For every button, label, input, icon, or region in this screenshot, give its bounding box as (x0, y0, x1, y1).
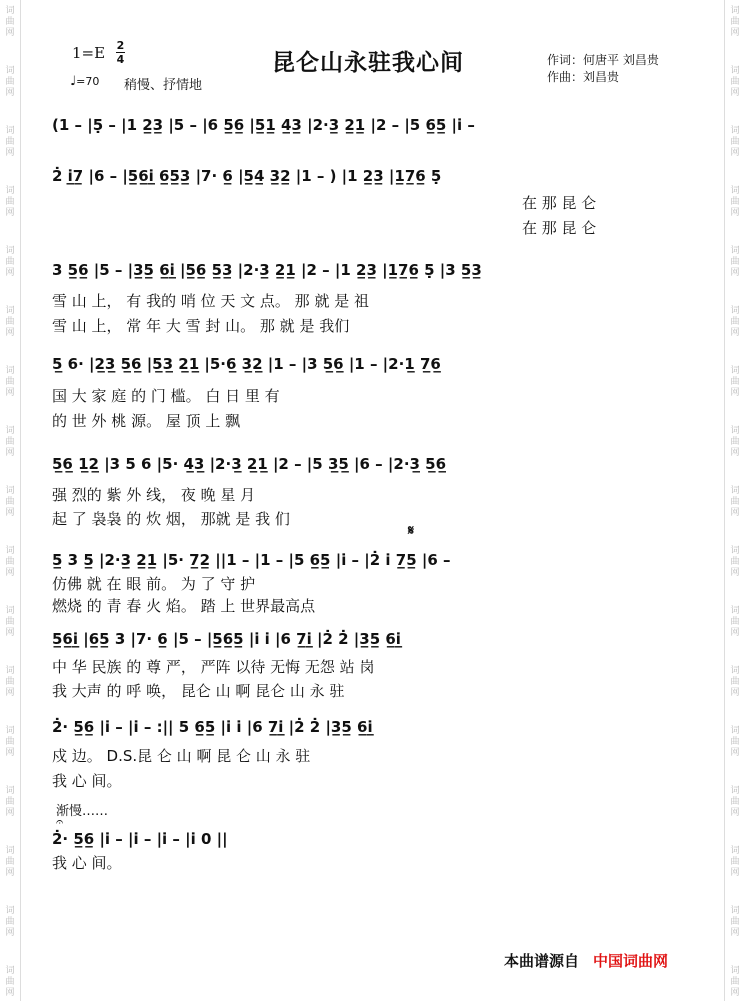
notation-row-5 (52, 449, 692, 479)
notation-line: 2̇· 5̲6̲ |i̇ – |i̇ – :|| 5 6̲5̲ |i̇ i̇ |6 7̲i̲̇ |2̇ 2̇ |3̲5̲ 6̲i̲̇ (52, 718, 373, 736)
lyric-line: 雪 山 上， 有 我的 哨 位 天 文 点。 那 就 是 祖 (52, 292, 369, 310)
tempo-marking (70, 74, 99, 89)
fermata-mark: 𝄐 (56, 815, 64, 830)
watermark-text: 词 曲 网 (5, 726, 15, 758)
lyric-line: 我 大声 的 呼 唤， 昆仑 山 啊 昆仑 山 永 驻 (52, 682, 345, 700)
watermark-text: 词 曲 网 (730, 66, 740, 98)
lyric-line: 国 大 家 庭 的 门 槛。 白 日 里 有 (52, 387, 280, 405)
notation-row-4 (52, 349, 692, 379)
watermark-text: 词 曲 网 (5, 186, 15, 218)
watermark-text: 词 曲 网 (5, 426, 15, 458)
lyric-line: 中 华 民族 的 尊 严， 严阵 以待 无悔 无怨 站 岗 (52, 658, 375, 676)
lyric-line: 燃烧 的 青 春 火 焰。 踏 上 世界最高点 (52, 597, 316, 615)
watermark-text: 词 曲 网 (5, 906, 15, 938)
lyric-line: 我 心 间。 (52, 772, 122, 790)
watermark-text: 词 曲 网 (730, 786, 740, 818)
watermark-text: 词 曲 网 (730, 246, 740, 278)
notation-line: 5̲ 3 5̲ |2·3̲ 2̲1̲ |5· 7̲2̲ ||1 – |1 – |5 6̲5̲ |i̇ – |2̇ i̇ 7̲5̲ |6 – (52, 551, 451, 569)
watermark-text: 词 曲 网 (730, 486, 740, 518)
watermark-text: 词 曲 网 (5, 786, 15, 818)
watermark-text: 词 曲 网 (5, 126, 15, 158)
footer-site-name: 中国词曲网 (593, 952, 669, 970)
time-numerator: 2 (116, 39, 125, 52)
time-denominator: 4 (116, 53, 125, 66)
notation-row-1 (52, 110, 692, 140)
watermark-text: 词 曲 网 (730, 126, 740, 158)
lyricist-credit: 作词：何唐平 刘昌贵 (547, 53, 659, 67)
tempo-value: =70 (76, 75, 100, 88)
watermark-text: 词 曲 网 (5, 486, 15, 518)
watermark-text: 词 曲 网 (5, 66, 15, 98)
watermark-text: 词 曲 网 (730, 366, 740, 398)
lyric-line: 仿佛 就 在 眼 前。 为 了 守 护 (52, 575, 256, 593)
watermark-text: 词 曲 网 (5, 246, 15, 278)
notation-line: 5̲6̲i̲̇ |6̲5̲ 3 |7· 6̲ |5 – |5̲6̲5̲ |i̇ i̇ |6 7̲i̲̇ |2̇ 2̇ |3̲5̲ 6̲i̲̇ (52, 630, 401, 648)
lyric-line: 强 烈的 紫 外 线， 夜 晚 星 月 (52, 486, 256, 504)
lyric-line: 的 世 外 桃 源。 屋 顶 上 飘 (52, 412, 241, 430)
notation-line: 3 5̲6̲ |5 – |3̲5̲ 6̲i̲̇ |5̲6̲ 5̲3̲ |2·3̲ 2̲1̲ |2 – |1 2̲3̲ |1̲7̲6̲ 5̣ |3 5̲3̲ (52, 261, 482, 279)
watermark-text: 词 曲 网 (730, 846, 740, 878)
key-signature: 1=E (72, 44, 106, 62)
notation-row-8 (52, 712, 692, 742)
notation-row-9 (52, 824, 692, 854)
watermark-text: 词 曲 网 (730, 6, 740, 38)
notation-line: 2̇ i̲̇7̲ |6 – |5̲6̲i̲̇ 6̲5̲3̲ |7· 6̲ |5̲4̲ 3̲2̲ |1 – ) |1 2̲3̲ |1̲7̲6̲ 5̣ (52, 167, 442, 185)
watermark-text: 词 曲 网 (730, 666, 740, 698)
quarter-note-icon: ♩ (70, 74, 77, 89)
time-signature (116, 40, 125, 65)
footer-source (504, 950, 668, 971)
notation-row-6 (52, 545, 692, 575)
expression-marking: 稍慢、抒情地 (124, 78, 203, 93)
watermark-text: 词 曲 网 (730, 906, 740, 938)
watermark-text: 词 曲 网 (730, 546, 740, 578)
watermark-text: 词 曲 网 (730, 306, 740, 338)
song-title: 昆仑山永驻我心间 (272, 49, 464, 76)
notation-line: (1 – |5̣ – |1 2̲3̲ |5 – |6 5̲6̲ |5̲1̲ 4̲3̲ |2·3̲ 2̲1̲ |2 – |5 6̲5̲ |i̇ – (52, 116, 475, 134)
watermark-text: 词 曲 网 (5, 966, 15, 998)
notation-row-3 (52, 255, 692, 285)
lyric-line: 在 那 昆 仑 (522, 194, 597, 212)
watermark-text: 词 曲 网 (730, 186, 740, 218)
lyric-line: 我 心 间。 (52, 854, 122, 872)
lyric-line: 戍 边。 D.S.昆 仑 山 啊 昆 仑 山 永 驻 (52, 747, 311, 765)
watermark-text: 词 曲 网 (730, 426, 740, 458)
watermark-text: 词 曲 网 (5, 606, 15, 638)
watermark-text: 词 曲 网 (730, 966, 740, 998)
composer-credit: 作曲：刘昌贵 (547, 70, 620, 84)
notation-line: 5̲6̲ 1̲2̲ |3 5 6 |5· 4̲3̲ |2·3̲ 2̲1̲ |2 – |5 3̲5̲ |6 – |2·3̲ 5̲6̲ (52, 455, 447, 473)
watermark-text: 词 曲 网 (5, 6, 15, 38)
notation-line: 5̲ 6· |2̲3̲ 5̲6̲ |5̲3̲ 2̲1̲ |5·6̲ 3̲2̲ |1 – |3 5̲6̲ |1 – |2·1̲ 7̲6̲ (52, 355, 441, 373)
lyric-line: 在 那 昆 仑 (522, 219, 597, 237)
watermark-text: 词 曲 网 (5, 366, 15, 398)
notation-row-2 (52, 161, 692, 191)
watermark-text: 词 曲 网 (5, 846, 15, 878)
segno-mark: 𝄋 (408, 523, 415, 539)
lyric-line: 雪 山 上， 常 年 大 雪 封 山。 那 就 是 我们 (52, 317, 350, 335)
watermark-text: 词 曲 网 (730, 726, 740, 758)
watermark-text: 词 曲 网 (730, 606, 740, 638)
watermark-text: 词 曲 网 (5, 306, 15, 338)
ritardando-mark: 渐慢…… (56, 804, 109, 819)
lyric-line: 起 了 袅袅 的 炊 烟， 那就 是 我 们 (52, 510, 290, 528)
notation-line: 2̇· 5̲6̲ |i̇ – |i̇ – |i̇ – |i̇ 0 || (52, 830, 228, 848)
notation-row-7 (52, 624, 692, 654)
watermark-text: 词 曲 网 (5, 666, 15, 698)
footer-source-label: 本曲谱源自 (504, 952, 580, 970)
watermark-text: 词 曲 网 (5, 546, 15, 578)
